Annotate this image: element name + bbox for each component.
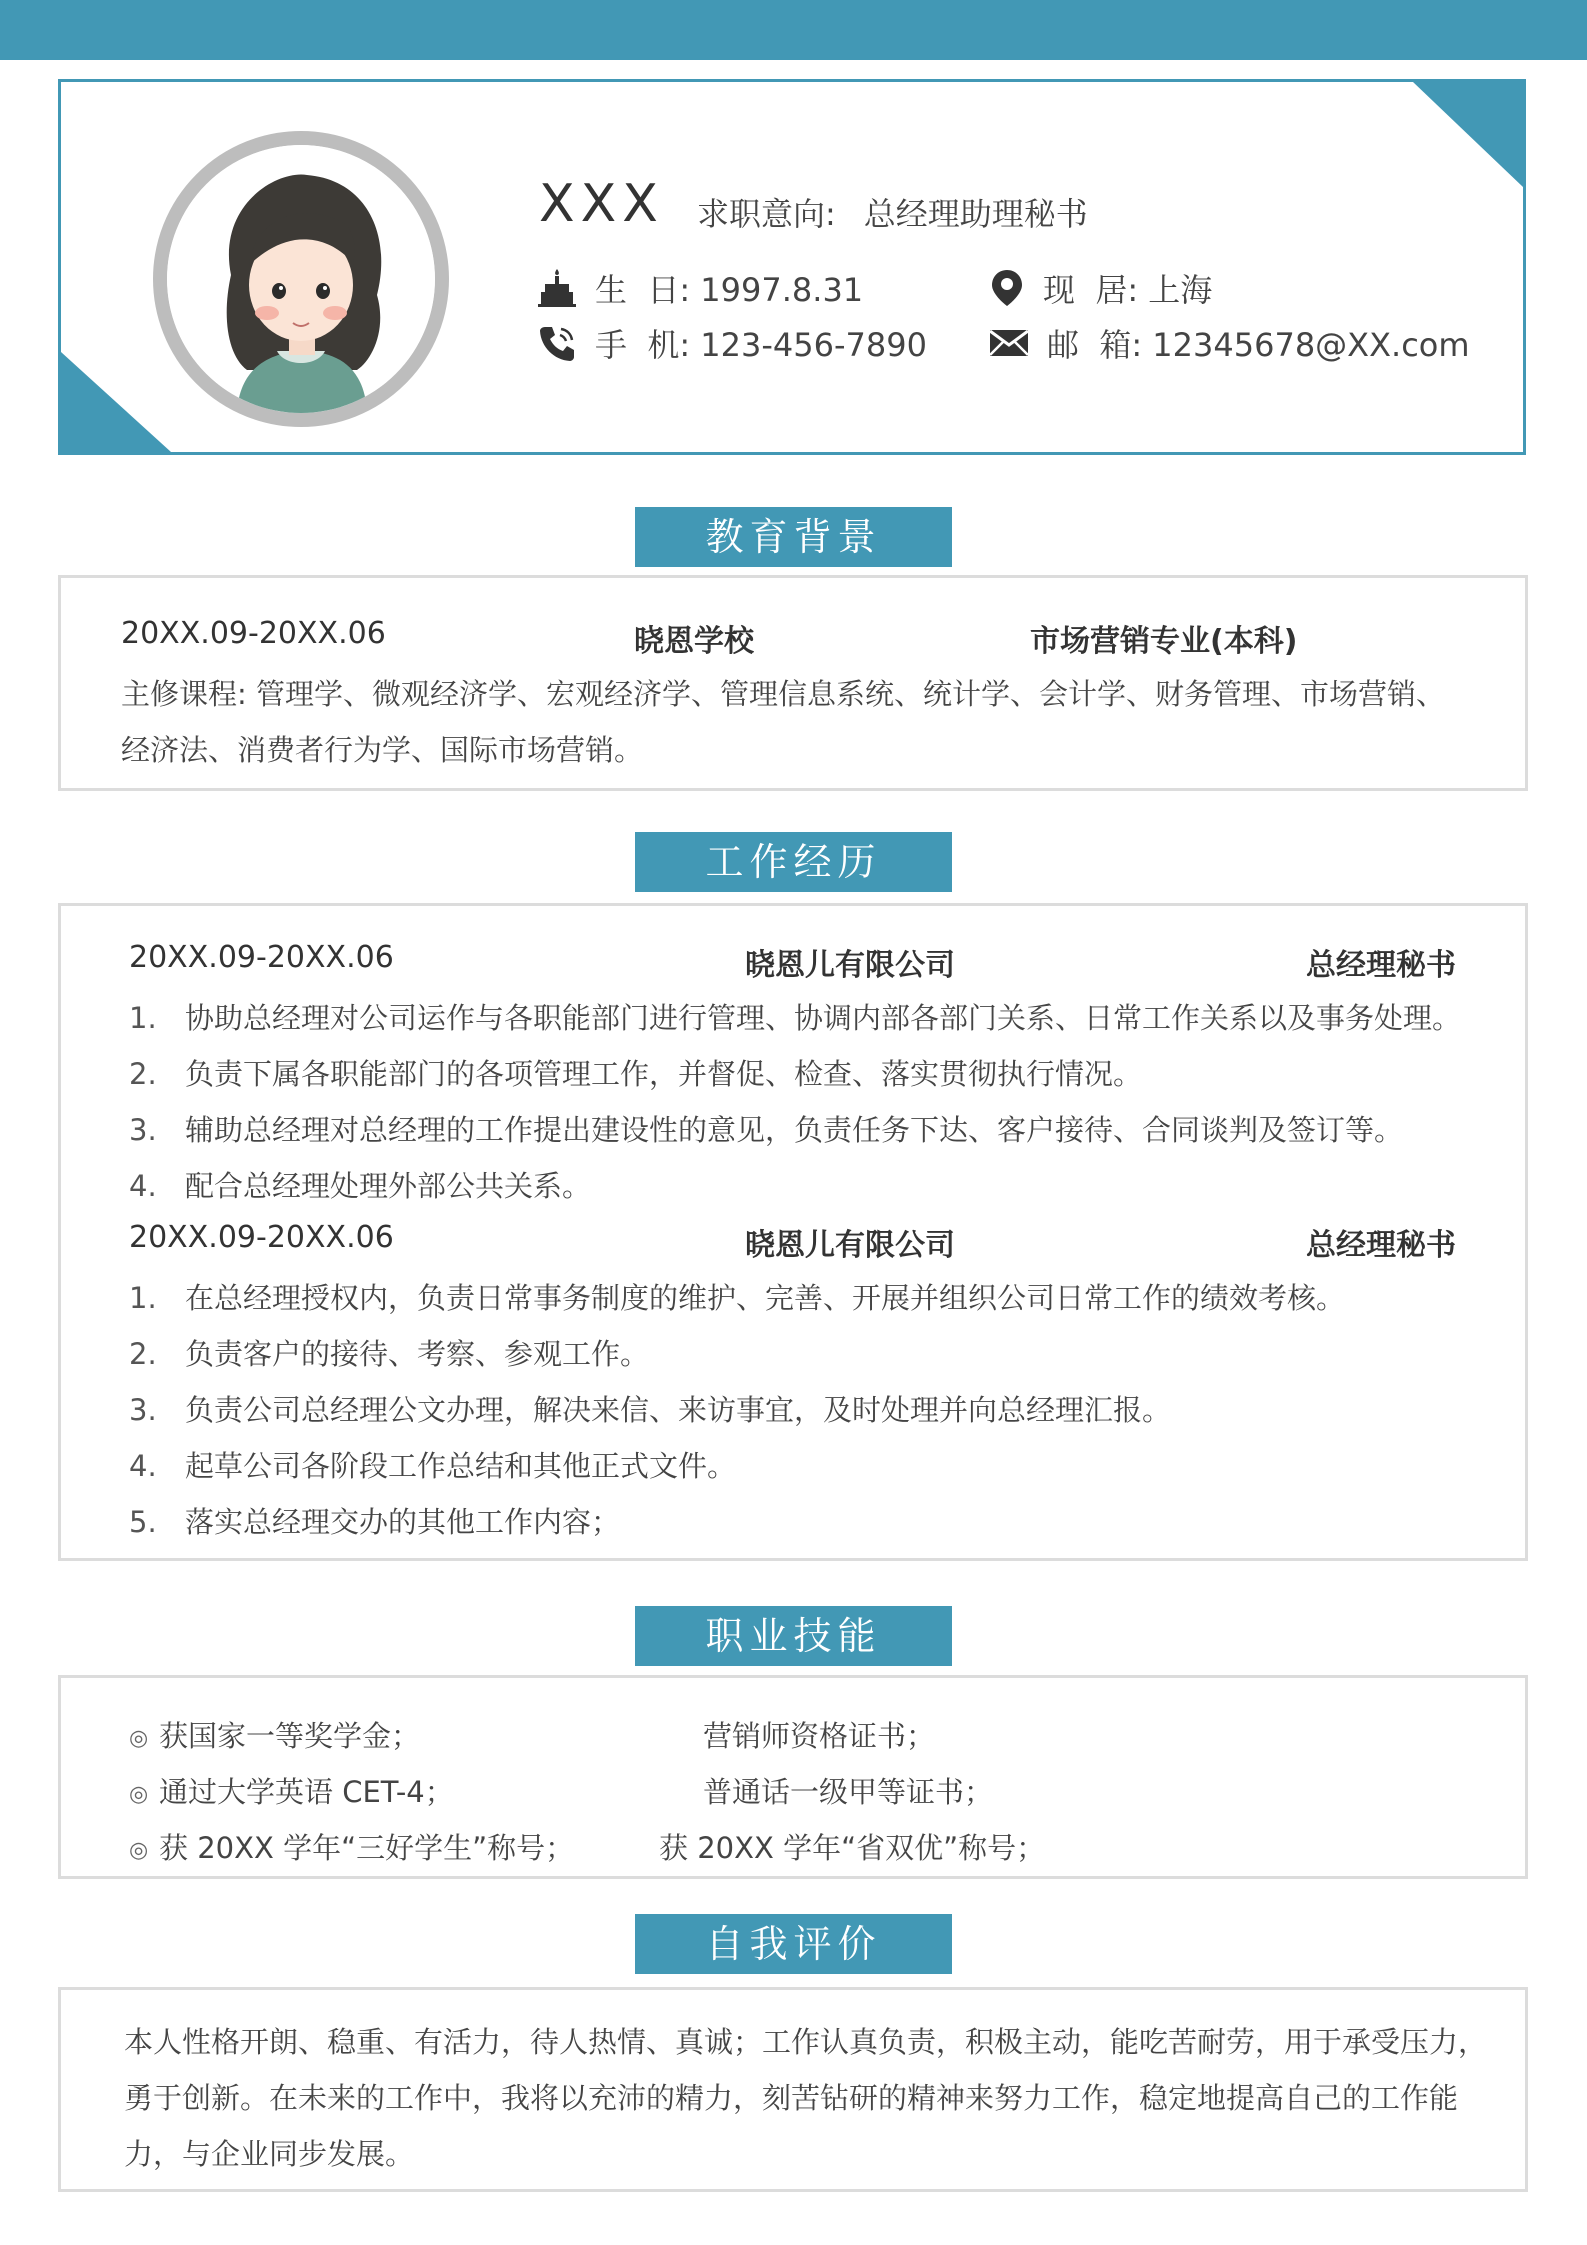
location-pin-icon — [989, 268, 1025, 308]
skill-item: ◎ 通过大学英语 CET-4； — [129, 1775, 454, 1809]
corner-decoration-top-right — [1413, 82, 1523, 187]
bullet-icon: ◎ — [129, 1781, 149, 1807]
job-duty-item: 2. 负责下属各职能部门的各项管理工作，并督促、检查、落实贯彻执行情况。 — [129, 1057, 1143, 1091]
work-box — [58, 903, 1528, 1561]
section-title-self-evaluation: 自我评价 — [635, 1914, 952, 1974]
skill-item: ◎ 获国家一等奖学金； — [129, 1719, 421, 1753]
cake-icon — [537, 268, 577, 308]
phone-icon — [537, 323, 577, 363]
job-duty-item: 4. 起草公司各阶段工作总结和其他正式文件。 — [129, 1449, 737, 1483]
birthday-text: 生 日: 1997.8.31 — [595, 271, 864, 309]
job-duty-item: 3. 辅助总经理对总经理的工作提出建设性的意见，负责任务下达、客户接待、合同谈判及签订等。 — [129, 1113, 1404, 1147]
job-intent-value: 总经理助理秘书 — [863, 195, 1088, 233]
job-intent-label: 求职意向: — [697, 195, 836, 233]
self-evaluation-line: 力，与企业同步发展。 — [124, 2137, 415, 2171]
self-evaluation-box — [58, 1987, 1528, 2192]
corner-decoration-bottom-left — [61, 352, 171, 452]
section-title-skills: 职业技能 — [635, 1606, 952, 1666]
profile-header — [58, 79, 1526, 455]
avatar — [153, 131, 449, 427]
skill-item: 普通话一级甲等证书； — [703, 1775, 994, 1809]
skill-item: 获 20XX 学年“省双优”称号； — [659, 1831, 1046, 1865]
job-position: 总经理秘书 — [1306, 948, 1456, 983]
job-position: 总经理秘书 — [1306, 1228, 1456, 1263]
email-info — [989, 320, 1470, 366]
skill-item: 营销师资格证书； — [703, 1719, 936, 1753]
residence-text: 现 居: 上海 — [1043, 271, 1213, 309]
job-company: 晓恩儿有限公司 — [745, 948, 955, 983]
residence-info — [989, 265, 1212, 311]
education-school: 晓恩学校 — [634, 624, 754, 659]
candidate-name: XXX — [539, 174, 664, 234]
section-title-education: 教育背景 — [635, 507, 952, 567]
job-period: 20XX.09-20XX.06 — [129, 940, 394, 975]
phone-text: 手 机: 123-456-7890 — [595, 326, 927, 364]
education-major: 市场营销专业(本科) — [1030, 624, 1298, 659]
self-evaluation-line: 勇于创新。在未来的工作中，我将以充沛的精力，刻苦钻研的精神来努力工作，稳定地提高自己的工作能 — [124, 2081, 1459, 2115]
job-duty-item: 2. 负责客户的接待、考察、参观工作。 — [129, 1337, 650, 1371]
job-duty-item: 5. 落实总经理交办的其他工作内容； — [129, 1505, 621, 1539]
education-courses-line1: 主修课程: 管理学、微观经济学、宏观经济学、管理信息系统、统计学、会计学、财务管理、市场营销、 — [121, 677, 1445, 711]
email-text: 邮 箱: 12345678@XX.com — [1047, 326, 1470, 364]
birthday-info — [537, 265, 863, 311]
bullet-icon: ◎ — [129, 1837, 149, 1863]
job-company: 晓恩儿有限公司 — [745, 1228, 955, 1263]
avatar-illustration — [167, 145, 435, 413]
education-box — [58, 575, 1528, 791]
job-duty-item: 1. 协助总经理对公司运作与各职能部门进行管理、协调内部各部门关系、日常工作关系以及事务处理。 — [129, 1001, 1462, 1035]
skill-item: ◎ 获 20XX 学年“三好学生”称号； — [129, 1831, 575, 1865]
job-period: 20XX.09-20XX.06 — [129, 1220, 394, 1255]
skills-box — [58, 1675, 1528, 1879]
job-intent — [697, 189, 1088, 235]
top-accent-bar — [0, 0, 1587, 60]
job-duty-item: 3. 负责公司总经理公文办理，解决来信、来访事宜，及时处理并向总经理汇报。 — [129, 1393, 1172, 1427]
job-duty-item: 4. 配合总经理处理外部公共关系。 — [129, 1169, 592, 1203]
section-title-work: 工作经历 — [635, 832, 952, 892]
job-duty-item: 1. 在总经理授权内，负责日常事务制度的维护、完善、开展并组织公司日常工作的绩效考核。 — [129, 1281, 1346, 1315]
education-courses-line2: 经济法、消费者行为学、国际市场营销。 — [121, 733, 644, 767]
bullet-icon: ◎ — [129, 1725, 149, 1751]
self-evaluation-line: 本人性格开朗、稳重、有活力，待人热情、真诚；工作认真负责，积极主动，能吃苦耐劳，用于承受压力， — [124, 2025, 1488, 2059]
envelope-icon — [989, 327, 1029, 359]
phone-info — [537, 320, 927, 366]
education-period: 20XX.09-20XX.06 — [121, 616, 386, 651]
